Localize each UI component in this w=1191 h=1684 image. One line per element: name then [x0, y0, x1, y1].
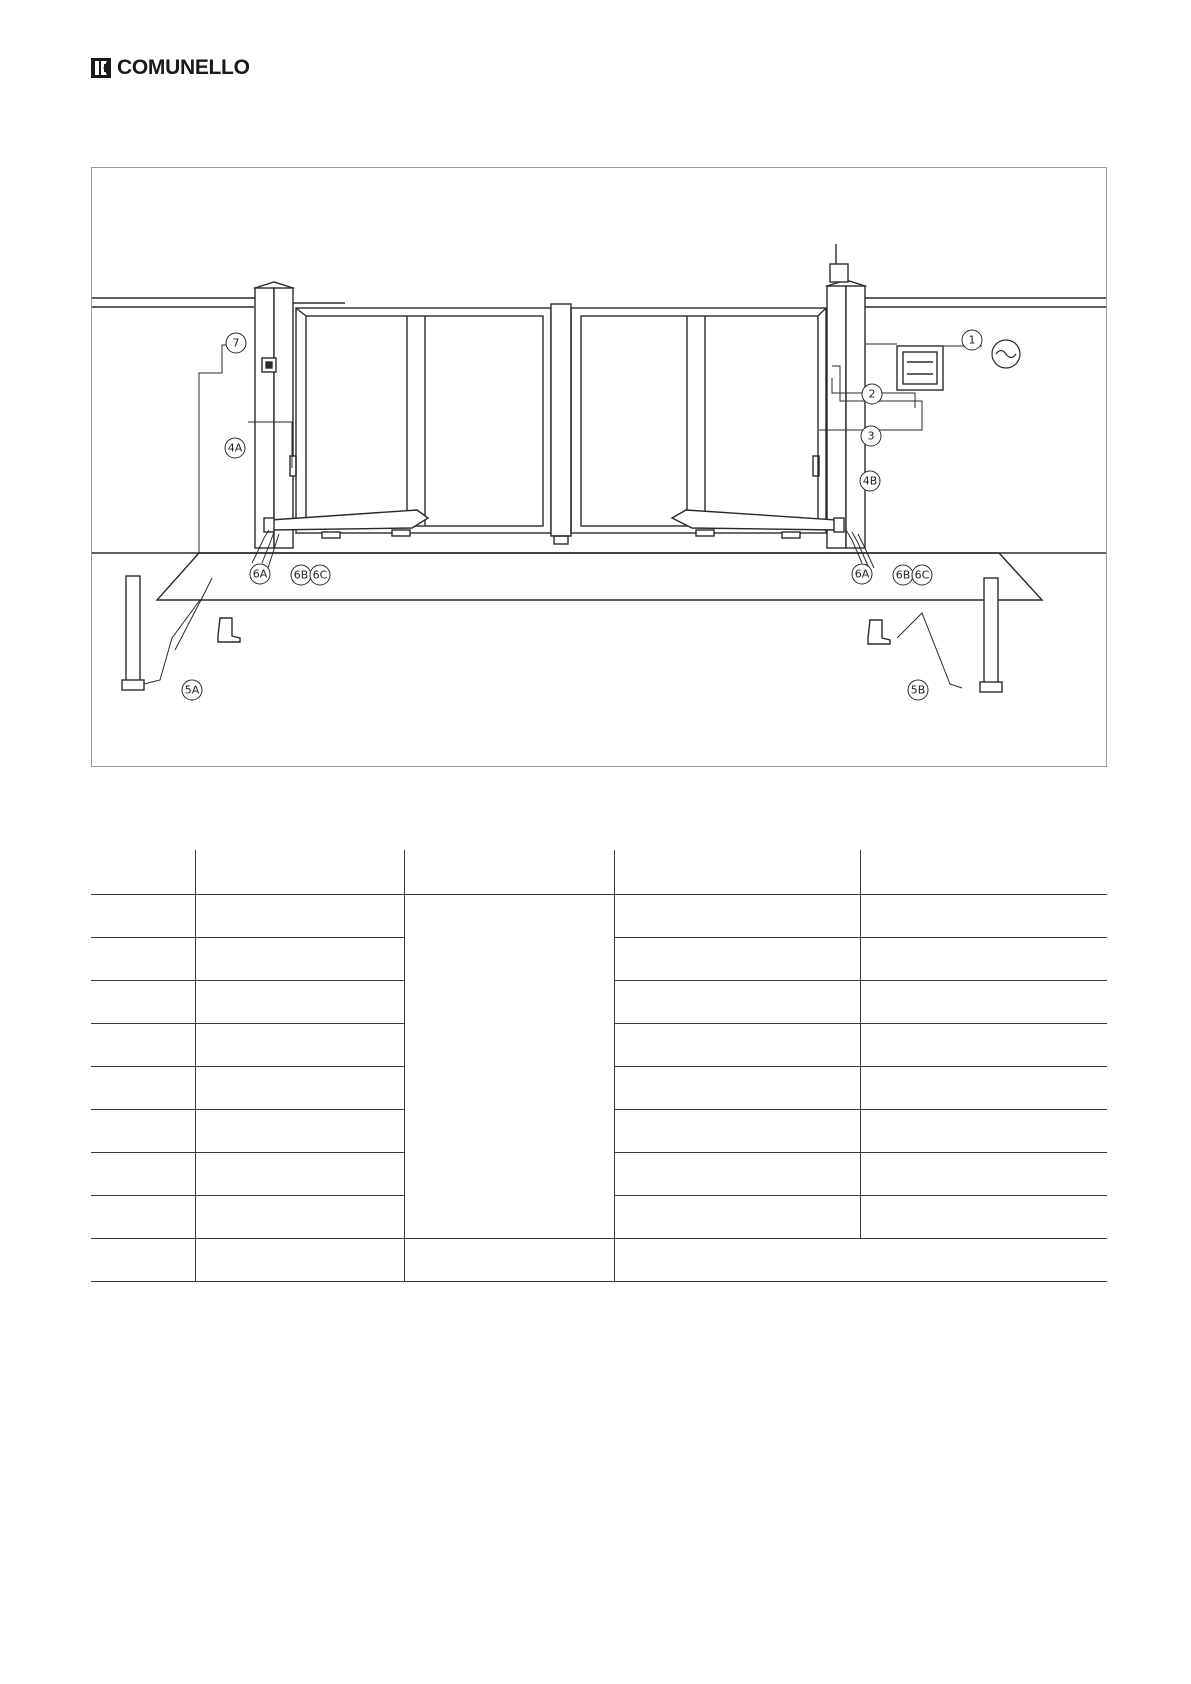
svg-text:5A: 5A — [184, 683, 200, 697]
column-5a — [126, 576, 140, 686]
svg-text:6C: 6C — [312, 568, 328, 582]
svg-text:2: 2 — [868, 387, 876, 401]
table-cell — [614, 1152, 860, 1195]
table-cell — [614, 1066, 860, 1109]
svg-text:4A: 4A — [227, 441, 243, 455]
table-cell — [614, 1238, 1107, 1281]
table-cell — [195, 1195, 404, 1238]
table-cell — [195, 1238, 404, 1281]
brand-name: COMUNELLO — [117, 56, 250, 79]
table-cell — [614, 1109, 860, 1152]
svg-text:6C: 6C — [914, 568, 930, 582]
table-cell — [860, 1023, 1107, 1066]
table-cell — [195, 1066, 404, 1109]
gate-diagram-svg — [92, 168, 1107, 767]
svg-text:3: 3 — [867, 429, 875, 443]
table-row — [91, 894, 1107, 937]
svg-text:6A: 6A — [854, 567, 870, 581]
table-cell — [860, 1109, 1107, 1152]
table-cell — [91, 1238, 195, 1281]
table-cell — [860, 980, 1107, 1023]
table-cell — [860, 937, 1107, 980]
svg-text:6A: 6A — [252, 567, 268, 581]
table-cell — [195, 1109, 404, 1152]
table-cell — [614, 937, 860, 980]
table-cell — [195, 937, 404, 980]
actuator-right — [672, 510, 837, 530]
table-cell — [195, 894, 404, 937]
gate-stop-left — [218, 618, 240, 642]
table-cell — [91, 1109, 195, 1152]
table-merged-cell — [404, 894, 614, 1238]
table-cell — [614, 980, 860, 1023]
warning-lamp — [830, 264, 848, 282]
gate-leaves — [296, 304, 826, 544]
gate-stops — [218, 618, 890, 644]
table-cell — [860, 1152, 1107, 1195]
components-table — [91, 850, 1107, 1282]
table-cell — [195, 980, 404, 1023]
table-cell — [404, 850, 614, 894]
table-header-row — [91, 850, 1107, 894]
gate-stop-right — [868, 620, 890, 644]
table-cell — [91, 980, 195, 1023]
table-cell — [614, 850, 860, 894]
table-row — [91, 1238, 1107, 1281]
table-cell — [91, 1023, 195, 1066]
table-cell — [91, 894, 195, 937]
table-cell — [860, 850, 1107, 894]
svg-text:5B: 5B — [910, 683, 926, 697]
table-cell — [91, 850, 195, 894]
table-cell — [195, 1152, 404, 1195]
table-cell — [614, 1023, 860, 1066]
table-cell — [91, 1195, 195, 1238]
table-cell — [614, 894, 860, 937]
table-cell — [91, 937, 195, 980]
table-cell — [91, 1152, 195, 1195]
table-cell — [860, 1195, 1107, 1238]
svg-text:6B: 6B — [293, 568, 309, 582]
svg-text:6B: 6B — [895, 568, 911, 582]
company-logo — [91, 56, 250, 80]
control-unit — [897, 346, 943, 390]
table-cell — [860, 894, 1107, 937]
photocell-left — [290, 456, 296, 476]
table-cell — [91, 1066, 195, 1109]
svg-text:7: 7 — [232, 336, 240, 350]
table-cell — [195, 1023, 404, 1066]
table-cell — [404, 1238, 614, 1281]
column-5b — [984, 578, 998, 688]
left-pillar — [255, 282, 296, 548]
table-cell — [614, 1195, 860, 1238]
table-cell — [860, 1066, 1107, 1109]
actuator-left — [270, 510, 428, 530]
table-cell — [195, 850, 404, 894]
svg-text:4B: 4B — [862, 474, 878, 488]
installation-diagram — [91, 167, 1107, 767]
comunello-logo-icon — [91, 58, 111, 78]
svg-text:1: 1 — [968, 333, 976, 347]
right-pillar — [813, 244, 865, 548]
